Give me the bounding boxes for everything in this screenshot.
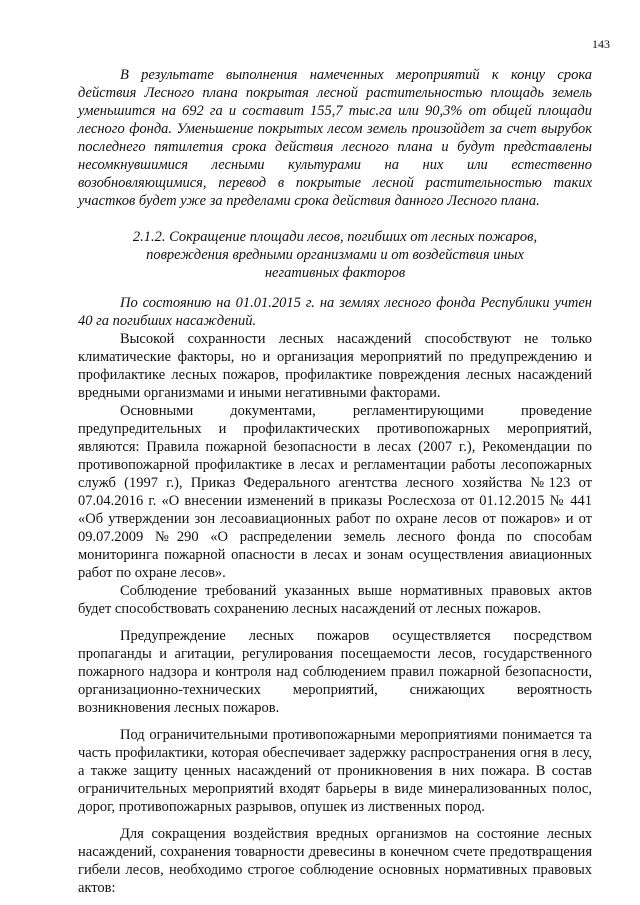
section-heading-line-2: повреждения вредными организмами и от воздействия иных (146, 247, 524, 263)
page-number: 143 (592, 37, 610, 51)
body-paragraph: Под ограничительными противопожарными мероприятиями понимается та часть профилактики, которая обеспечивает задержку распространения огня в лесу, а также защиту ценных насаждений от проникновения в них пожара. В состав ограничительных мероприятий входят барьеры в виде минерализованных полос, дорог, противопожарных разрывов, опушек из лиственных пород. (78, 727, 592, 815)
body-paragraph: Для сокращения воздействия вредных организмов на состояние лесных насаждений, сохранения товарности древесины в конечном счете предотвращения гибели лесов, необходимо строгое соблюдение основных нормативных правовых актов: (78, 826, 592, 896)
section-heading-line-3: негативных факторов (264, 265, 406, 281)
document-body (78, 66, 592, 897)
section-heading-line-1: 2.1.2. Сокращение площади лесов, погибших от лесных пожаров, (132, 229, 538, 245)
body-paragraph: Высокой сохранности лесных насаждений способствуют не только климатические факторы, но и организация мероприятий по предупреждению и профилактике лесных пожаров, профилактике повреждения лесных насаждений вредными организмами и иными негативными факторами. (78, 331, 592, 401)
section-heading (78, 228, 592, 282)
body-paragraph: Соблюдение требований указанных выше нормативных правовых актов будет способствовать сохранению лесных насаждений от лесных пожаров. (78, 583, 592, 617)
section-lead-paragraph: По состоянию на 01.01.2015 г. на землях лесного фонда Республики учтен 40 га погибших насаждений. (78, 295, 592, 329)
body-paragraph: Предупреждение лесных пожаров осуществляется посредством пропаганды и агитации, регулирования посещаемости лесов, государственного пожарного надзора и контроля над соблюдением правил пожарной безопасности, организационно-технических мероприятий, снижающих вероятность возникновения лесных пожаров. (78, 628, 592, 716)
body-paragraph: Основными документами, регламентирующими проведение предупредительных и профилактических противопожарных мероприятий, являются: Правила пожарной безопасности в лесах (2007 г.), Рекомендации по противопожарной профилактике в лесах и регламентации работы лесопожарных служб (1997 г.), Приказ Федерального агентства лесного хозяйства №123 от 07.04.2016 г. «О внесении изменений в приказы Рослесхоза от 01.12.2015 № 441 «Об утверждении зон лесоавиационных работ по охране лесов от пожаров» и от 09.07.2009 №290 «О распределении земель лесного фонда по способам мониторинга пожарной опасности в лесах и зонам осуществления авиационных работ по охране лесов». (78, 403, 592, 581)
intro-paragraph: В результате выполнения намеченных мероприятий к концу срока действия Лесного плана покрытая лесной растительностью площадь земель уменьшится на 692 га и составит 155,7 тыс.га или 90,3% от общей площади лесного фонда. Уменьшение покрытых лесом земель произойдет за счет вырубок последнего пятилетия срока действия лесного плана и будут представлены несомкнувшимися лесными культурами на них или естественно возобновляющимися, перевод в покрытые лесной растительностью таких участков будет уже за пределами срока действия данного Лесного плана. (78, 67, 592, 209)
